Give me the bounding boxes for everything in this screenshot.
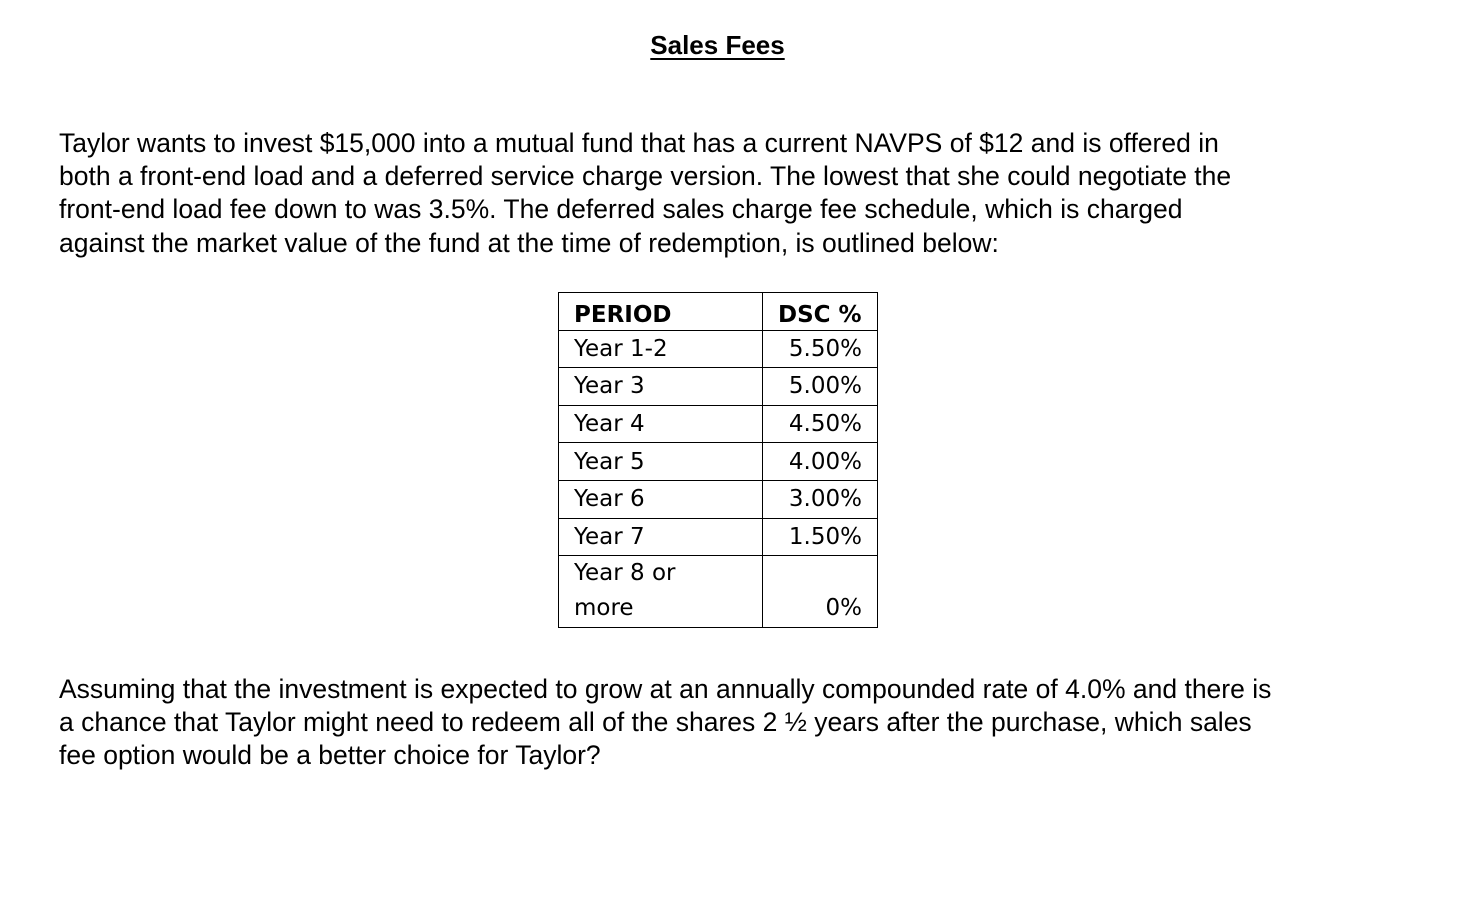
table-header-row — [559, 293, 878, 331]
intro-paragraph — [59, 127, 1231, 260]
table-row — [559, 443, 878, 481]
title-text: Sales Fees — [650, 30, 785, 60]
dsc-cell: 0% — [763, 556, 878, 628]
period-line: Year 8 or — [574, 560, 676, 587]
period-cell: Year 6 — [559, 480, 763, 518]
page-title — [0, 28, 1435, 62]
table-row — [559, 405, 878, 443]
period-line: more — [574, 595, 634, 622]
period-cell: Year 5 — [559, 443, 763, 481]
dsc-cell: 4.00% — [763, 443, 878, 481]
intro-line: front-end load fee down to was 3.5%. The deferred sales charge fee schedule, which is charged — [59, 194, 1183, 225]
intro-line: Taylor wants to invest $15,000 into a mutual fund that has a current NAVPS of $12 and is offered in — [59, 128, 1219, 158]
question-line: Assuming that the investment is expected to grow at an annually compounded rate of 4.0% and there is — [59, 674, 1272, 704]
intro-line: both a front-end load and a deferred service charge version. The lowest that she could negotiate the — [59, 161, 1232, 192]
question-paragraph — [59, 673, 1271, 773]
dsc-cell: 4.50% — [763, 405, 878, 443]
table-row — [559, 330, 878, 368]
period-cell: Year 1-2 — [559, 330, 763, 368]
table-row — [559, 480, 878, 518]
period-cell: Year 4 — [559, 405, 763, 443]
dsc-cell: 5.50% — [763, 330, 878, 368]
header-period: PERIOD — [559, 293, 763, 331]
dsc-cell: 5.00% — [763, 368, 878, 406]
dsc-cell: 3.00% — [763, 480, 878, 518]
dsc-cell: 1.50% — [763, 518, 878, 556]
period-cell — [559, 556, 763, 628]
question-line: fee option would be a better choice for Taylor? — [59, 740, 601, 771]
period-cell: Year 3 — [559, 368, 763, 406]
dsc-schedule-table — [558, 292, 878, 628]
intro-line: against the market value of the fund at the time of redemption, is outlined below: — [59, 227, 999, 258]
table-row — [559, 556, 878, 628]
question-line: a chance that Taylor might need to redeem all of the shares 2 ½ years after the purchase, which sales — [59, 707, 1252, 738]
table-row — [559, 368, 878, 406]
period-cell: Year 7 — [559, 518, 763, 556]
header-dsc: DSC % — [763, 293, 878, 331]
table-row — [559, 518, 878, 556]
